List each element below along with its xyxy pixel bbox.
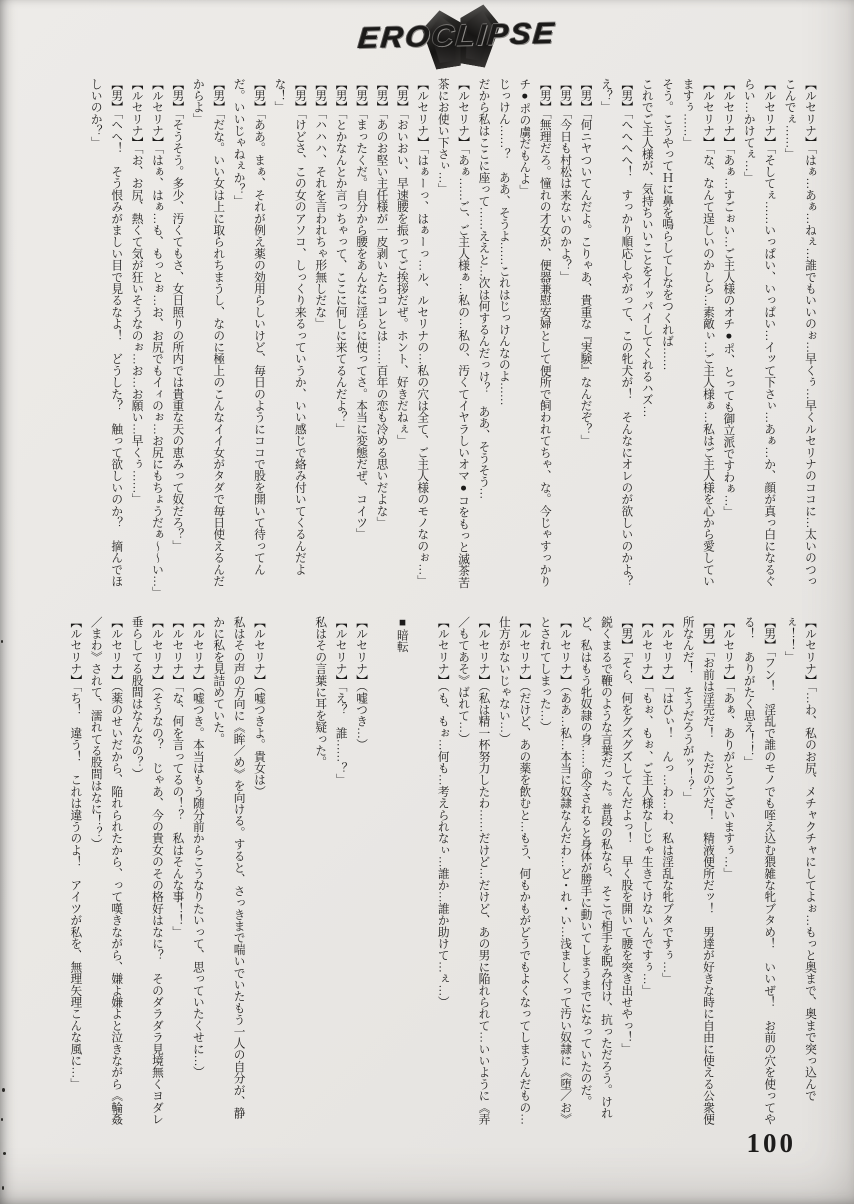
text-column: 【男】「そら、何をグズグズしてんだよっ！ 早く股を開いて腰を突き出せやっ！」 <box>620 616 634 1055</box>
text-column: 【男】「けどさ、この女のアソコ、しっくり来るっていうか、いい感じで絡み付いてくるんだよな！」 <box>273 78 307 576</box>
page-number: 100 <box>746 1128 796 1158</box>
text-column: 【ルセリナ】「もぉ、もぉ、ご主人様なしじゃ生きてけないんですぅ…」 <box>640 616 654 997</box>
text-column: 【ルセリナ】（そうなの？ じゃあ、今の貴女のその格好はなに？ そのダラダラ見境無くヨダレ垂らしてる股間はなんなの？） <box>130 616 164 1125</box>
text-column: ■暗転 <box>395 616 409 653</box>
text-column: 鋭くまるで鞭のような言葉だった。普段の私なら、そこで相手を睨み付け、抗っただろう。けれど、私はもう牝奴隷の身……命令されると身体が勝手に動いてしまうまでになっていたのだ。 <box>579 616 613 1120</box>
text-column: 【ルセリナ】「あぁ……ご、ご主人様ぁ…私の…私の、汚くてイヤラしいオマ●コをもっと滅茶苦茶にお使い下さぃ…」 <box>436 78 471 589</box>
text-column: 【ルセリナ】「はひぃ！ んっ…わ…わ、私は淫乱な牝ブタですぅ…」 <box>661 616 675 985</box>
text-column: 【男】「まったくだ。自分から腰をあんなに淫らに使ってさ。本当に変態だぜ、コイツ」 <box>355 78 369 541</box>
text-column: 私はその声の方向に《眸／め》を向ける。すると、さっきまで喘いでいたもう一人の自分が、静かに私を見詰めていた。 <box>212 616 246 1120</box>
text-column: 【ルセリナ】「あぁ…すごぉい…ご主人様のオチ●ポ、とっても御立派ですわぁ…」 <box>722 78 736 519</box>
scan-speck <box>2 1186 4 1190</box>
text-column <box>269 616 289 1126</box>
text-column: 【ルセリナ】（薬のせいだから、陥れられたから、って嘆きながら、嫌よ嫌よと泣きながら《輪姦／まわ》されて、濡れてる股間はなに！？） <box>89 616 124 1125</box>
text-column: 【男】「へへへへ！ すっかり順応しやがって、この牝犬が！ そんなにオレのが欲しいのかよ？ え？」 <box>599 78 634 599</box>
text-column: 【ルセリナ】「はぁ、はぁ…も、もっとぉ…お、お尻でもイィのぉ…お尻にもちょうだぁ〜〜い…」 <box>151 78 164 599</box>
text-column: 【ルセリナ】「あぁ、ありがとうございますぅ…」 <box>722 616 736 880</box>
text-column <box>412 616 432 1126</box>
text-column: そう。こうやってＨに鼻を鳴らしてしなをつくれば…… <box>661 78 675 371</box>
text-column: 【男】「ああ。まぁ、それが例え薬の効用らしいけど、毎日のようにココで股を開いて待ってんだ。いいじゃねぇか？」 <box>232 78 267 576</box>
text-column: 【ルセリナ】（私は精一杯努力したわ……だけど…だけど、あの男に陥れられて…いいように《弄／もてあそ》ばれて…） <box>457 616 491 1125</box>
text-column: 【ルセリナ】「はぁーっ、はぁーっ…ル、ルセリナの…私の穴は全て、ご主人様のモノなのぉ…」 <box>416 78 430 587</box>
text-column: 【男】「無理だろ。憧れの才女が、便器兼慰安婦として便所で飼われてちゃ、な。今じゃすっかりチ●ポの虜だもんよ」 <box>518 78 552 587</box>
text-column: 【男】「今日も村松は来ないのかよ？」 <box>559 78 573 283</box>
text-column: 【ルセリナ】「な、なんて逞しいのかしら…素敵ぃ…ご主人様ぁ…私はご主人様を心から愛していますぅ……」 <box>681 78 715 587</box>
text-column: 【男】「とかなんとか言っちゃって、ここに何しに来てるんだよ？」 <box>334 78 348 435</box>
text-column: 【ルセリナ】「そしてぇ……いっぱい、いっぱい…イッて下さぃ…あぁ…か、顔が真っ白になるぐらい…かけてぇ…」 <box>742 78 777 587</box>
text-column: 【ルセリナ】（嘘つき…） <box>355 616 369 751</box>
text-column: 【ルセリナ】「な、何を言ってるの！？ 私はそんな事！！」 <box>171 616 185 938</box>
text-column: 【男】「おいおい、早速腰を振ってご挨拶だぜ。ホント、好きだねぇ」 <box>395 78 409 447</box>
text-column: 【ルセリナ】（も、もぉ…何も…考えられなぃ…誰か…誰か助けて…ぇ…） <box>436 616 450 1008</box>
eroclipse-logo <box>326 4 588 68</box>
text-column: 【男】「だな。いい女は上に取られちまうし、なのに極上のこんなイイ女がタダで毎日使えるんだからよ」 <box>191 78 226 587</box>
text-column: 【男】「ハハハ、それを言われちゃ形無しだな」 <box>314 78 328 330</box>
script-text-block-bottom <box>65 616 820 1126</box>
scan-speck <box>1 1118 3 1121</box>
text-column: 【ルセリナ】「え？ 誰……？」 <box>334 616 348 786</box>
text-column: 【男】「あのお堅い主任様が一皮剥いたらコレとは……百年の恋も冷める思いだよな」 <box>375 78 389 529</box>
text-column: これでご主人様が、気持ちいいことをイッパイしてくれるハズ… <box>640 78 654 418</box>
logo-title: EROCLIPSE <box>356 16 558 55</box>
scan-speck <box>1 640 3 643</box>
text-column <box>371 616 391 1126</box>
text-column: だから私はここに座って……ええと…次は何するんだっけ？ ああ、そうそう… <box>477 78 491 500</box>
text-column: 【ルセリナ】（嘘つきよ。貴女は） <box>253 616 267 798</box>
script-text-block-top <box>85 78 820 599</box>
text-column: 私はその言葉に耳を疑った。 <box>314 616 328 769</box>
text-column: じっけん……？ ああ、そうよ……これはじっけんなのよ…… <box>497 78 511 406</box>
text-column: 【男】「ヘヘ！ そう恨みがましい目で見るなよ！ どうした？ 触って欲しいのか？ 摘んでほしいのか？」 <box>89 78 124 587</box>
scan-speck <box>2 1088 5 1092</box>
text-column: 【男】「そうそう。多少、汚くてもさ、女日照りの所内では貴重な天の恵みって奴だろ？」 <box>171 78 185 552</box>
text-column: 【男】「何ニヤついてんだよ。こりゃあ、貴重な『実験』なんだぞ？」 <box>579 78 593 447</box>
text-column: 【ルセリナ】（嘘つき。本当はもう随分前からこうなりたいって、思っていたくせに…） <box>191 616 205 1079</box>
text-column: 【ルセリナ】「お、お尻、熱くて気が狂いそうなのぉ…お…お願い…早くぅ……」 <box>130 78 144 505</box>
scan-speck <box>3 1152 6 1155</box>
text-column: 【ルセリナ】「ち！ 違う！ これは違うのよ！ アイツが私を、無理矢理こんな風に…」 <box>69 616 83 1090</box>
text-column: 【ルセリナ】（ああ…私…本当に奴隷なんだわ…ど・れ・い…浅ましくって汚い奴隷に《堕／お》とされてしまった…） <box>538 616 573 1125</box>
text-column: 【男】「フン！ 淫乱で誰のモノでも咥え込む猥雑な牝ブタめ！ いいぜ！ お前の穴を使ってやる！ ありがたく思え！！」 <box>742 616 777 1125</box>
text-column: 【ルセリナ】（だけど、あの薬を飲むと…もう、何もかもがどうでもよくなってしまうんだもの…仕方がないじゃない…） <box>497 616 532 1125</box>
text-column <box>289 616 309 1126</box>
text-column: 【ルセリナ】「はぁ…あぁ…ねぇ…誰でもいいのぉ…早くぅ…早くルセリナのココに…太いのつっこんでぇ……」 <box>783 78 817 587</box>
text-column: 【ルセリナ】「…わ、私のお尻、メチャクチャにしてよぉ…もっと奥まで、奥まで突っ込んでぇ！！」 <box>783 616 817 1102</box>
text-column: 【男】「お前は淫売だ！ ただの穴だ！ 精液便所だッ！ 男達が好きな時に自由に使える公衆便所なんだ！ そうだろうがッ！？」 <box>681 616 715 1125</box>
